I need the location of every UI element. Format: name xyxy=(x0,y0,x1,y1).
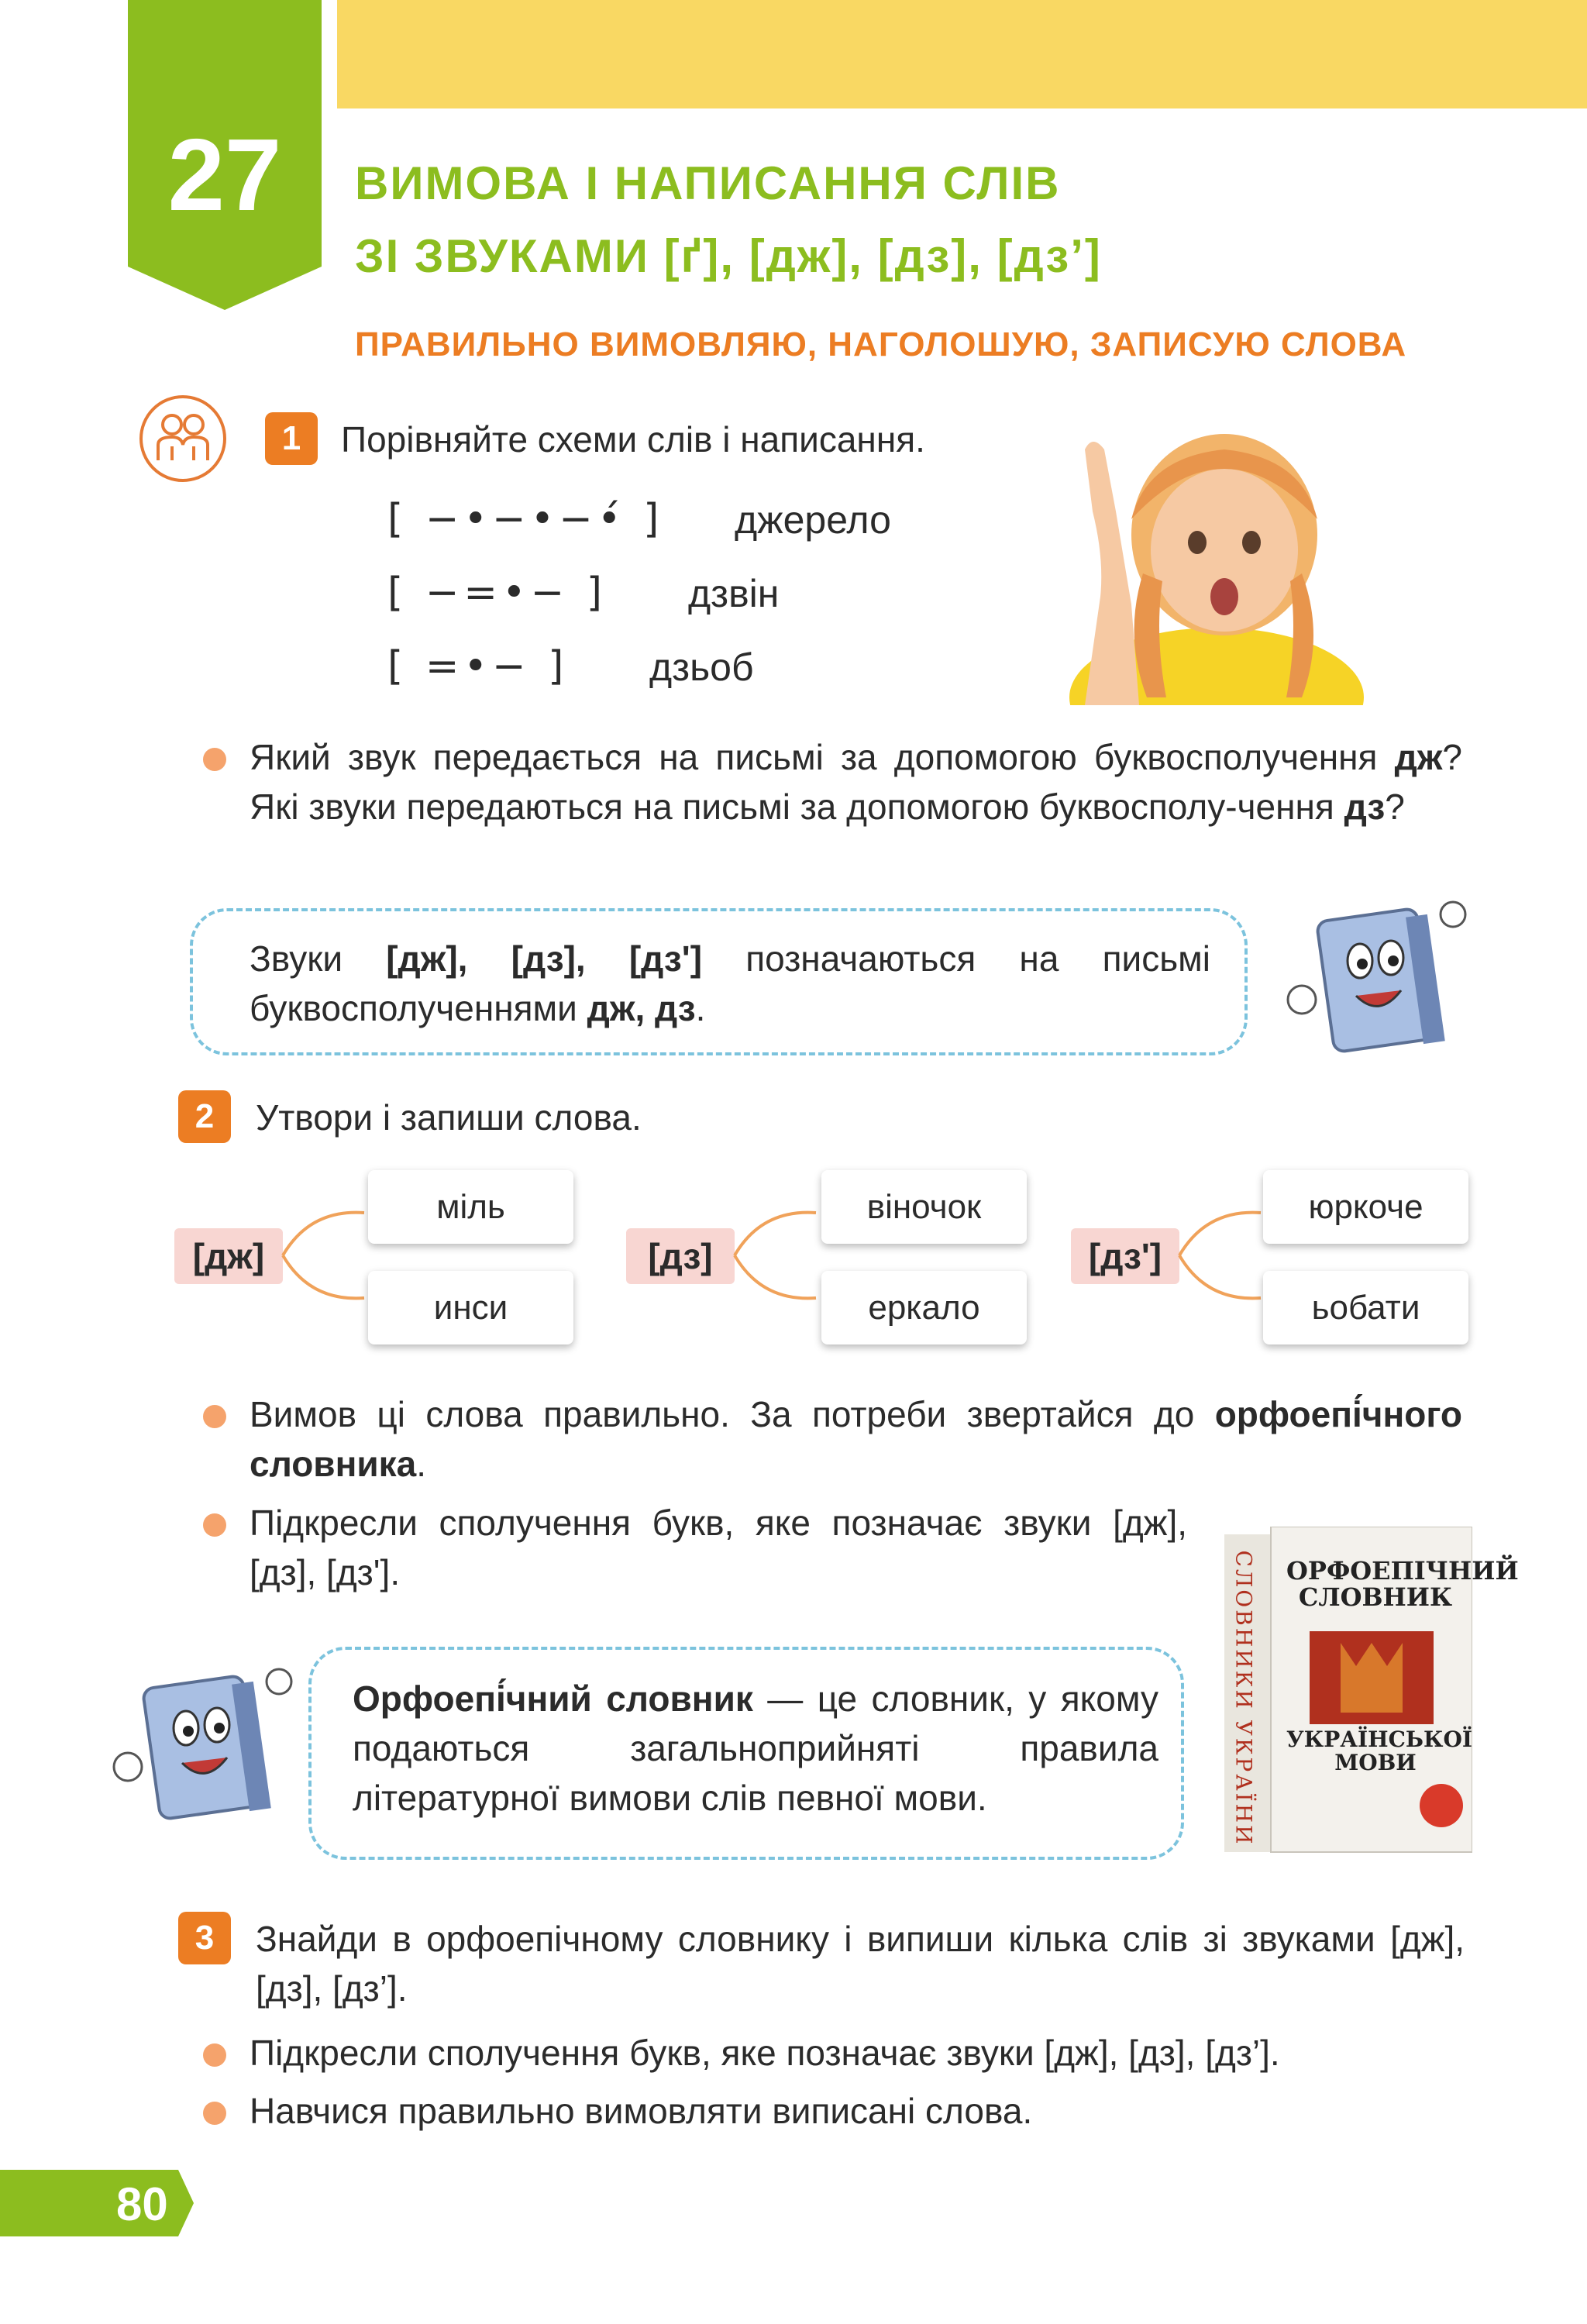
word-card: инси xyxy=(368,1271,573,1344)
bullet xyxy=(203,1405,226,1428)
word-card: еркало xyxy=(821,1271,1027,1344)
title-line-2: ЗІ ЗВУКАМИ [ґ], [дж], [дз], [дз’] xyxy=(355,230,1102,282)
question-part: ? xyxy=(1385,787,1405,827)
task-2-badge: 2 xyxy=(178,1090,231,1143)
book-mascot-icon xyxy=(105,1658,298,1837)
rule-part: позначаються на письмі буквосполученнями xyxy=(250,938,1211,1028)
dictionary-title-line: МОВИ xyxy=(1334,1750,1417,1775)
lesson-number: 27 xyxy=(167,118,282,232)
bullet xyxy=(203,1513,226,1537)
rule-1-text xyxy=(250,934,1210,1033)
task-1-badge: 1 xyxy=(265,412,318,465)
question-bold: дз xyxy=(1344,787,1386,827)
scheme-3: [ =•− ] xyxy=(387,643,569,690)
task-3-text xyxy=(256,1914,1465,2013)
dictionary-subtitle xyxy=(1286,1727,1472,1775)
task-3-bullet-1: Підкресли сполучення букв, яке позначає звуки [дж], [дз], [дз’]. xyxy=(250,2033,1280,2073)
bullet-part: Підкресли сполучення букв, яке позначає звуки xyxy=(250,1503,1092,1543)
word-2: дзвін xyxy=(688,572,780,615)
arrows-2 xyxy=(731,1201,824,1310)
question-part: ? Які звуки передаються на письмі за допомогою буквосполу-чення xyxy=(250,737,1462,827)
task-3-badge: 3 xyxy=(178,1912,231,1964)
question-part: Який звук передається на письмі за допомогою буквосполучення xyxy=(250,737,1378,777)
lesson-subtitle: ПРАВИЛЬНО ВИМОВЛЯЮ, НАГОЛОШУЮ, ЗАПИСУЮ СЛОВА xyxy=(355,325,1407,363)
arrows-1 xyxy=(279,1201,372,1310)
header-band xyxy=(337,0,1587,108)
task-1-question xyxy=(250,732,1462,831)
word-card: ьобати xyxy=(1263,1271,1468,1344)
word-3: дзьоб xyxy=(649,646,754,689)
sound-chip-dzh: [дж] xyxy=(174,1228,283,1284)
question-bold: дж xyxy=(1394,737,1443,777)
dictionary-title-line: ОРФОЕПІЧНИЙ xyxy=(1286,1556,1519,1585)
bullet-part: . xyxy=(416,1444,427,1484)
bullet-part: [дж], [дз], [дз']. xyxy=(250,1503,1188,1592)
scheme-2: [ −=•− ] xyxy=(387,570,608,616)
bullet xyxy=(203,2043,226,2067)
rule-term: Орфоепі́чний словник xyxy=(353,1678,753,1719)
lesson-title xyxy=(355,147,1102,293)
girl-illustration xyxy=(969,403,1372,705)
scheme-1: [ −•−•−•́ ] xyxy=(387,496,664,542)
task-3-part: [дж], [дз], [дз’]. xyxy=(256,1919,1465,2009)
rule-part: . xyxy=(695,988,706,1028)
word-card: міль xyxy=(368,1170,573,1244)
task-2-bullet-2 xyxy=(250,1498,1187,1597)
dictionary-title-line: СЛОВНИК xyxy=(1298,1582,1453,1612)
rule-definition: — це словник, у якому подаються загальноприйняті правила літературної вимови слів певної мови. xyxy=(353,1678,1158,1818)
task-3-part: Знайди в орфоепічному словнику і випиши кілька слів зі звуками xyxy=(256,1919,1375,1959)
dictionary-title xyxy=(1286,1556,1519,1612)
word-card: юркоче xyxy=(1263,1170,1468,1244)
rule-sounds: [дж], [дз], [дз'] xyxy=(386,938,703,979)
rule-letters: дж, дз xyxy=(587,988,696,1028)
task-3-bullet-2: Навчися правильно вимовляти виписані слова. xyxy=(250,2091,1033,2131)
dictionary-spine: СЛОВНИКИ УКРАЇНИ xyxy=(1231,1550,1257,1847)
word-1: джерело xyxy=(735,498,891,542)
sound-chip-dz: [дз] xyxy=(626,1228,735,1284)
arrows-3 xyxy=(1176,1201,1269,1310)
title-line-1: ВИМОВА І НАПИСАННЯ СЛІВ xyxy=(355,157,1061,209)
pair-work-icon xyxy=(139,395,226,482)
task-2-bullet-1 xyxy=(250,1389,1462,1489)
bullet xyxy=(203,748,226,771)
bullet-part: Вимов ці слова правильно. За потреби звертайся до xyxy=(250,1394,1195,1434)
dictionary-title-line: УКРАЇНСЬКОЇ xyxy=(1286,1727,1472,1752)
bullet xyxy=(203,2102,226,2125)
rule-part: Звуки xyxy=(250,938,343,979)
page-number: 80 xyxy=(116,2178,168,2230)
task-1-text: Порівняйте схеми слів і написання. xyxy=(341,419,925,460)
word-card: віночок xyxy=(821,1170,1027,1244)
sound-chip-dz-soft: [дз'] xyxy=(1071,1228,1179,1284)
bullet-bold: орфоепі́чного словника xyxy=(250,1394,1463,1484)
task-2-text: Утвори і запиши слова. xyxy=(256,1097,642,1138)
book-mascot-icon xyxy=(1279,891,1472,1069)
rule-2-text xyxy=(353,1674,1158,1823)
